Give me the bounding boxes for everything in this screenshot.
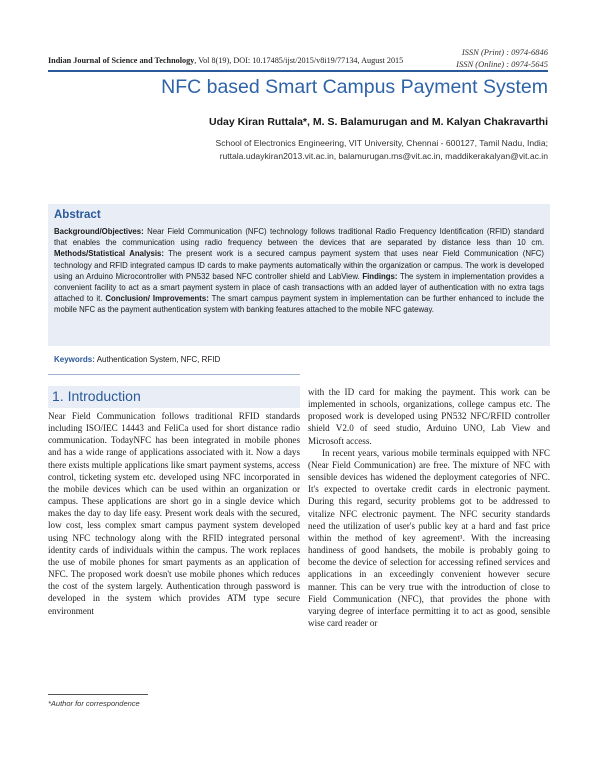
journal-details: , Vol 8(19), DOI: 10.17485/ijst/2015/v8i19/77134, August 2015: [194, 56, 404, 65]
background-label: Background/Objectives:: [54, 227, 144, 236]
keywords-divider: [48, 374, 300, 375]
footnote: *Author for correspondence: [48, 699, 140, 708]
intro-paragraph-1: Near Field Communication follows traditional RFID standards including ISO/IEC 14443 and FeliCa used for short distance radio communication. TodayNFC has been integrated in mobile phones and has a wide range of applications associated with it. Now a days there exists multiple applications like smart payment systems, access control, ticketing system etc. developed using NFC incorporated in the mobile devices which can be used within an organization or campus. These applications are short go in a single device which makes the day to day life easy. Present work deals with the secured, low cost, less complex smart campus payment system developed using NFC technology along with the RFID integrated personal identity cards of individuals within the campus. The work replaces the use of mobile phones for smart payments as an application of NFC. The proposed work doesn't use mobile phones which reduces the cost of the system largely. Authentication through password is developed in the system which provides ATM type secure environment: [48, 411, 300, 616]
issn-online: ISSN (Online) : 0974-5645: [456, 59, 548, 69]
body-column-right: [308, 386, 550, 629]
keywords: [54, 355, 220, 364]
methods-label: Methods/Statistical Analysis:: [54, 249, 164, 259]
journal-citation: [48, 56, 403, 65]
affiliation-line-1: School of Electronics Engineering, VIT University, Chennai - 600127, Tamil Nadu, India;: [215, 138, 548, 148]
body-column-left: [48, 410, 300, 617]
affiliation-emails: ruttala.udaykiran2013.vit.ac.in, balamurugan.ms@vit.ac.in, maddikerakalyan@vit.ac.in: [219, 151, 548, 161]
conclusion-label: Conclusion/ Improvements:: [105, 294, 209, 304]
keywords-label: Keywords:: [54, 355, 95, 364]
findings-text: The system in implementation provides a convenient facility to act as a smart payment system in place of cash transactions with an added layer of authentication with no extra tags attached to it.: [54, 271, 544, 304]
footnote-divider: [48, 694, 148, 695]
author-affiliation: [216, 137, 548, 163]
journal-name: Indian Journal of Science and Technology: [48, 56, 195, 65]
intro-paragraph-2: In recent years, various mobile terminals equipped with NFC (Near Field Communication) are free. The mixture of NFC with sensible devices has widened the deployment categories of NFC. It's expected to overtake credit cards in electronic payment. During this regard, security problems got to be addressed to vitalize NFC electronic payment. The NFC security standards need the utilization of user's public key at a hard and fast price within the method of key agreement¹. With the increasing handiness of good handsets, the mobile is probably going to become the device of selection for accessing refined services and applications in an exceedingly convenient however secure manner. This can be very true with the introduction of close to Field Communication (NFC), that provides the phone with varying degree of interface permitting it to act as good, sensible wise card reader or: [308, 447, 550, 628]
header-divider: [48, 70, 548, 72]
keywords-text: Authentication System, NFC, RFID: [94, 355, 221, 364]
abstract-text: [54, 226, 544, 316]
conclusion-text: The smart campus payment system in implementation can be further enhanced to include the mobile NFC as the payment authentication system with banking features attached to the mobile NFC gateway.: [54, 294, 544, 315]
abstract-heading: Abstract: [54, 209, 101, 221]
article-title: NFC based Smart Campus Payment System: [161, 76, 548, 98]
issn-print: ISSN (Print) : 0974-6846: [461, 47, 548, 57]
article-authors: Uday Kiran Ruttala*, M. S. Balamurugan and M. Kalyan Chakravarthi: [209, 116, 548, 128]
background-text: Near Field Communication (NFC) technology follows traditional Radio Frequency Identification (RFID) standard that enables the communication using radio frequency between the devices that are separated by distance less than 10 cm.: [54, 227, 544, 248]
findings-label: Findings:: [362, 271, 398, 281]
intro-paragraph-continued: with the ID card for making the payment. This work can be implemented in schools, organizations, college campus etc. The proposed work is developed using PN532 NFC/RFID controller shield V2.0 of seed studio, Arduino UNO, Lab View and Microsoft access.: [308, 387, 550, 446]
methods-text: The present work is a secured campus payment system that uses near Field Communication (NFC) technology and RFID integrated campus ID cards to make payments automatically within the organization or campus. The work is developed using an Arduino Microcontroller with PN532 based NFC controller shield and LabView.: [54, 249, 544, 281]
issn-block: [456, 46, 548, 70]
introduction-heading: 1. Introduction: [52, 388, 141, 404]
